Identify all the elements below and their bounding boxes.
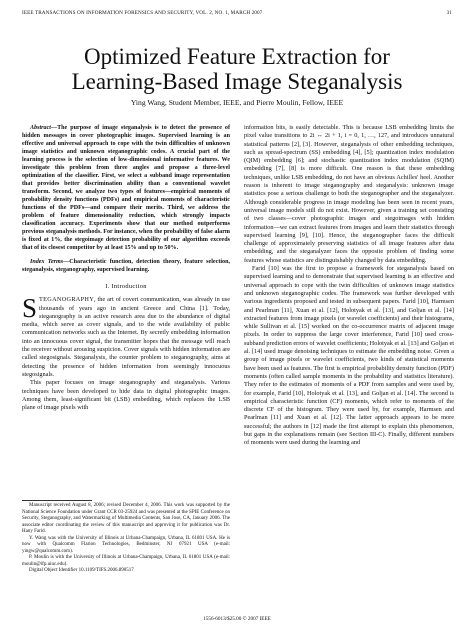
running-head <box>22 10 452 16</box>
title-line-2: Learning-Based Image Steganalysis <box>71 69 403 94</box>
footnote-doi: Digital Object Identifier 10.1109/TIFS.2006.890517 <box>29 568 134 573</box>
abstract <box>22 124 230 252</box>
paper-title <box>0 44 474 94</box>
index-terms-lead: Index Terms <box>30 259 64 265</box>
intro-paragraph-1 <box>22 293 230 379</box>
intro-paragraph-2: This paper focuses on image steganography and steganalysis. Various techniques have been developed to hide data in digital photographic images. Among them, least-significant bit (LSB) embedding, which replaces the LSB plane of image pixels with <box>22 379 230 412</box>
footnote-author-moulin: P. Moulin is with the University of Illinois at Urbana-Champaign, Urbana, IL 61801 USA (e-mail: moulin@ifp.uiuc.edu). <box>22 555 230 567</box>
left-column <box>22 124 230 412</box>
footnote-rule <box>22 500 92 501</box>
copyright-footer: 1556-6013/$25.00 © 2007 IEEE <box>203 616 271 622</box>
right-paragraph-1: information bits, is easily detectable. This is because LSB embedding limits the pixel value transitions to 2i ↔ 2i + 1, i = 0, 1, …, 127, and introduces unnatural statistical patterns [2], [3]. However, steganalysis of other embedding techniques, such as spread-spectrum (SS) embedding [4], [5]; quantization index modulation (QIM) embedding [6]; and stochastic quantization index modulation (SQIM) embedding [7], [8] is more difficult. One reason is that these embedding techniques, unlike LSB embedding, do not have an obvious Achilles' heel. Another reason is inherent to image steganography and steganalysis: unknown image statistics pose a serious challenge to both the steganographer and the steganalyzer. Although considerable progress in image modeling has been seen in recent years, universal image models still do not exist. However, given a training set consisting of two classes—cover photographic images and stegoimages with hidden information—we can extract features from images and learn their statistics through supervised learning [9], [10]. Hence, the steganographer faces the difficult challenge of approximately preserving statistics of all image features after data embedding, and the steganalyzer faces the opposite problem of finding some features whose statistics are distinguishably changed by data embedding. <box>244 124 454 264</box>
footnotes <box>22 503 230 575</box>
title-line-1: Optimized Feature Extraction for <box>84 44 390 69</box>
abstract-text: —The purpose of image steganalysis is to detect the presence of hidden messages in cover photographic images. Supervised learning is an effective and universal approach to cope with the twin difficulties of unknown image statistics and unknown steganographic codes. A crucial part of the learning process is the selection of low-dimensional informative features. We investigate this problem from three angles and propose a three-level optimization of the classifier. First, we select a subband image representation that provides better discrimination ability than a conventional wavelet transform. Second, we analyze two types of features—empirical moments of probability density functions (PDFs) and empirical moments of characteristic functions of the PDFs—and compare their merits. Third, we address the problem of feature dimensionality reduction, which strongly impacts classification accuracy. Experiments show that our method outperforms previous steganalysis methods. For instance, when the probability of false alarm is fixed at 1%, the stegoimage detection probability of our algorithm exceeds that of its closest competitor by at least 15% and up to 50%. <box>22 125 230 251</box>
journal-name: IEEE TRANSACTIONS ON INFORMATION FORENSICS AND SECURITY, VOL. 2, NO. 1, MARCH 2007 <box>22 10 263 16</box>
drop-cap: S <box>22 293 38 324</box>
author-line: Ying Wang, Student Member, IEEE, and Pierre Moulin, Fellow, IEEE <box>130 98 344 107</box>
page-number: 31 <box>446 10 452 16</box>
footnote-author-wang: Y. Wang was with the University of Illinois at Urbana-Champaign, Urbana, IL 61801 USA. He is now with Qualcomm Flarion Technologies, Bedminster, NJ 07921 USA (e-mail: yingw@qualcomm.com). <box>22 535 230 554</box>
index-terms <box>22 258 230 274</box>
right-column <box>244 124 454 448</box>
section-heading-introduction: I. Introduction <box>105 283 147 290</box>
small-caps-lead: TEGANOGRAPHY <box>39 296 95 304</box>
intro-paragraph-1-text: , the art of covert communication, was already in use thousands of years ago in ancient Greece and China [1]. Today, steganography is an active research area due to the abundance of digital media, which serve as cover signals, and to the wide availability of public communication networks such as the Internet. By secretly embedding information into an innocuous cover signal, the transmitter hopes that the message will reach the receiver without arousing suspicion. Cover signals with hidden information are called stegosignals. Steganalysis, the counter problem to steganography, aims at detecting the presence of hidden information from seemingly innocuous stegosignals. <box>22 296 230 378</box>
footnote-manuscript: Manuscript received August 8, 2006; revised December 4, 2006. This work was supported by the National Science Foundation under Grant CCR 03-25924 and was presented at the SPIE Conference on Security, Steganography, and Watermarking of Multimedia Contents, San Jose, CA, January 2006. The associate editor coordinating the review of this manuscript and approving it for publication was Dr. Hany Farid. <box>22 503 230 534</box>
index-terms-text: —Characteristic function, detection theory, feature selection, steganalysis, steganography, supervised learning. <box>22 259 230 273</box>
abstract-lead: Abstract <box>30 125 51 131</box>
right-paragraph-2: Farid [10] was the first to propose a framework for steganalysis based on supervised learning and to demonstrate that supervised learning is an effective and universal approach to cope with the twin difficulties of unknown image statistics and unknown steganographic codes. The framework was further developed with various ingredients proposed and tested in subsequent papers. Farid [10], Harmsen and Pearlman [11], Xuan et al. [12], Holotyak et al. [13], and Goljan et al. [14] extracted features from image pixels (or wavelet coefficients) and their histograms, while Sullivan et al. [15] worked on the co-occurrence matrix of adjacent image pixels. In order to suppress the large cover interference, Farid [10] used cross-subband prediction errors of wavelet coefficients; Holotyak et al. [13] and Goljan et al. [14] used image denoising techniques to estimate the embedding noise. Given a group of image pixels or wavelet coefficients, two kinds of statistical moments have been used as features. The first is empirical probability density function (PDF) moments (often called sample moments in the probability and statistics literature). They refer to the estimates of moments of a PDF from samples and were used by, for example, Farid [10], Holotyak et al. [13], and Goljan et al. [14]. The second is empirical characteristic function (CF) moments, which refer to moments of the discrete CF of the histogram. They were used by, for example, Harmsen and Pearlman [11] and Xuan et al. [12]. The latter approach appears to be more successful; the authors in [12] made the first attempt to explain this phenomenon, but gaps in the explanations remain (see Section III-C). Finally, different numbers of moments were used during the learning and <box>244 265 454 447</box>
